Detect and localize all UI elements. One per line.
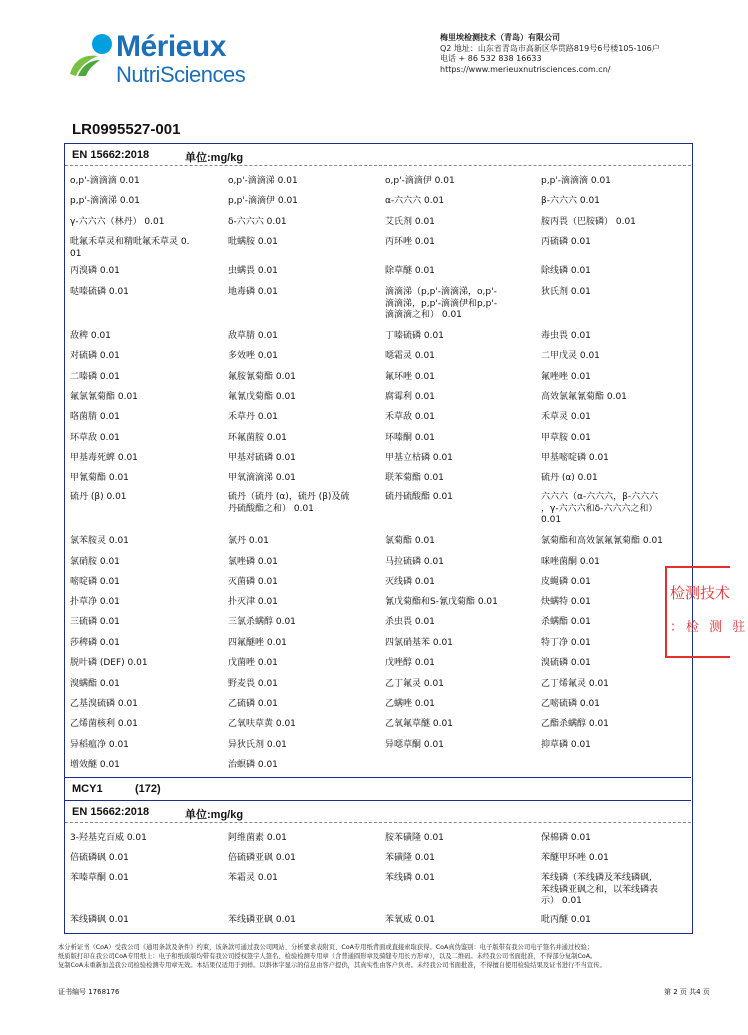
section2-method: EN 15662:2018 [72,806,150,818]
section1-method: EN 15662:2018 [72,149,150,161]
table-cell: 杀虫畏 0.01 [385,617,435,627]
table-cell: 苯线磷（苯线磷及苯线磷砜, 苯线磷亚砜之和，以苯线磷表 示） 0.01 [541,873,659,906]
table-cell: 氟唑唑 0.01 [541,372,591,382]
certificate-number: 证书编号 1768176 [58,988,120,996]
table-cell: 环氟菌胺 0.01 [228,433,287,443]
company-info [440,33,660,75]
table-cell: 三硫磷 0.01 [70,617,120,627]
table-cell: 扑灭津 0.01 [228,597,278,607]
table-cell: p,p'-滴滴涕 0.01 [70,196,140,206]
table-cell: 苯霜灵 0.01 [228,873,278,883]
table-cell: 环草敌 0.01 [70,433,120,443]
table-cell: 苯磺隆 0.01 [385,853,435,863]
table-cell: 四氯硝基苯 0.01 [385,638,453,648]
table-cell: 杀螨酯 0.01 [541,617,591,627]
company-name: 梅里埃检测技术（青岛）有限公司 [440,33,560,42]
table-cell: 敌稗 0.01 [70,331,111,341]
table-cell: 甲基嘧啶磷 0.01 [541,453,609,463]
table-cell: 硫丹硫酸酯 0.01 [385,492,453,502]
table-cell: 异狄氏剂 0.01 [228,740,287,750]
table-cell: 倍硫磷砜 0.01 [70,853,129,863]
table-cell: 二甲戊灵 0.01 [541,351,600,361]
table-cell: 四氟醚唑 0.01 [228,638,287,648]
table-cell: 哒嗪硫磷 0.01 [70,287,129,297]
table-cell: 氯菊酯 0.01 [385,536,435,546]
table-cell: 炔螨特 0.01 [541,597,591,607]
table-cell: 乙丁烯氟灵 0.01 [541,679,609,689]
table-cell: 氯菊酯和高效氯氟氰菊酯 0.01 [541,536,663,546]
footer-line: 纸质版打印在我公司CoA专用纸上：电子和纸质版均带有我公司授权签字人签名、检验检测专用章（含普通圆形章及骑缝专用长方形章），以及二维码。未经我公司书面批准，不得部分复制CoA。 [58,953,597,960]
table-cell: 硫丹 (α) 0.01 [541,473,598,483]
table-cell: 乙嘧硫磷 0.01 [541,699,600,709]
table-cell: 毒虫畏 0.01 [541,331,591,341]
table-cell: 除草醚 0.01 [385,266,435,276]
table-cell: 联苯菊酯 0.01 [385,473,444,483]
table-cell: 特丁净 0.01 [541,638,591,648]
table-cell: 甲基立枯磷 0.01 [385,453,453,463]
section2-header [65,803,691,823]
table-cell: 异噁草酮 0.01 [385,740,444,750]
table-cell: 氯硝胺 0.01 [70,557,120,567]
table-cell: 氟环唑 0.01 [385,372,435,382]
section1-unit: 单位:mg/kg [185,152,244,164]
table-cell: 治螟磷 0.01 [228,760,278,770]
table-cell: 嘧啶磷 0.01 [70,577,120,587]
footer-disclaimer [58,943,698,970]
table-cell: 野麦畏 0.01 [228,679,278,689]
table-cell: 戊唑醇 0.01 [385,658,435,668]
table-cell: 脱叶磷 (DEF) 0.01 [70,658,148,668]
results-table [64,143,693,934]
table-cell: 二嗪磷 0.01 [70,372,120,382]
section-divider [65,800,691,801]
table-cell: 除线磷 0.01 [541,266,591,276]
table-cell: 丙溴磷 0.01 [70,266,120,276]
table-cell: 氯丹 0.01 [228,536,269,546]
table-cell: 氯唑磷 0.01 [228,557,278,567]
table-cell: 溴硫磷 0.01 [541,658,591,668]
table-cell: 甲氰菊酯 0.01 [70,473,129,483]
table-cell: 苯线磷 0.01 [385,873,435,883]
table-cell: 吡丙醚 0.01 [541,915,591,925]
table-cell: 艾氏剂 0.01 [385,217,435,227]
table-cell: 吡螨胺 0.01 [228,237,278,247]
table-cell: δ-六六六 0.01 [228,217,287,227]
table-cell: 乙硫磷 0.01 [228,699,278,709]
company-phone: 电话 + 86 532 838 16633 [440,54,542,63]
logo-mark-icon [64,30,112,78]
table-cell: 禾草敌 0.01 [385,412,435,422]
inspection-stamp [665,566,748,658]
table-cell: 灭线磷 0.01 [385,577,435,587]
table-cell: 溴螨酯 0.01 [70,679,120,689]
table-cell: 保棉磷 0.01 [541,833,591,843]
table-cell: 皮蝇磷 0.01 [541,577,591,587]
mcy-header [65,780,691,800]
table-cell: 禾草灵 0.01 [541,412,591,422]
table-cell: 乙基溴硫磷 0.01 [70,699,138,709]
section-divider [65,777,691,778]
table-cell: 滴滴涕（p,p'-滴滴涕，o,p'- 滴滴涕，p,p'-滴滴伊和p,p'- 滴滴滴之和） 0.01 [385,287,498,320]
table-cell: 异稻瘟净 0.01 [70,740,129,750]
page-number: 第 2 页 共4 页 [664,988,710,996]
table-cell: β-六六六 0.01 [541,196,600,206]
table-cell: 咪唑菌酮 0.01 [541,557,600,567]
table-cell: 咯菌腈 0.01 [70,412,120,422]
table-cell: 氟氰戊菊酯 0.01 [228,392,296,402]
table-cell: 硫丹 (β) 0.01 [70,492,127,502]
table-cell: 环嗪酮 0.01 [385,433,435,443]
table-cell: 虫螨畏 0.01 [228,266,278,276]
table-cell: 戊菌唑 0.01 [228,658,278,668]
table-cell: γ-六六六（林丹） 0.01 [70,217,165,227]
table-cell: 氯苯胺灵 0.01 [70,536,129,546]
logo-sub-text: NutriSciences [116,62,246,87]
table-cell: 3-羟基克百威 0.01 [70,833,147,843]
table-cell: o,p'-滴滴滴 0.01 [70,176,140,186]
table-cell: 苯醚甲环唑 0.01 [541,853,609,863]
table-cell: 倍硫磷亚砜 0.01 [228,853,296,863]
table-cell: 阿维菌素 0.01 [228,833,287,843]
table-cell: p,p'-滴滴滴 0.01 [541,176,611,186]
table-cell: 甲基毒死蜱 0.01 [70,453,138,463]
table-cell: 对硫磷 0.01 [70,351,120,361]
table-cell: 乙酯杀螨醇 0.01 [541,719,609,729]
logo-brand-text: Mérieux [116,30,226,63]
table-cell: 胺苯磺隆 0.01 [385,833,444,843]
table-cell: 噁霜灵 0.01 [385,351,435,361]
table-cell: 苯线磷亚砜 0.01 [228,915,296,925]
table-cell: p,p'-滴滴伊 0.01 [228,196,298,206]
table-cell: 狄氏剂 0.01 [541,287,591,297]
company-address: Q2 地址：山东省青岛市高新区华贯路819号6号楼105-106户 [440,43,660,53]
table-cell: o,p'-滴滴伊 0.01 [385,176,455,186]
table-cell: 甲草胺 0.01 [541,433,591,443]
table-cell: 甲基对硫磷 0.01 [228,453,296,463]
table-cell: 硫丹（硫丹 (α)，硫丹 (β)及硫 丹硫酸酯之和） 0.01 [228,492,350,514]
table-cell: 马拉硫磷 0.01 [385,557,444,567]
table-cell: 多效唑 0.01 [228,351,278,361]
table-cell: 三氯杀螨醇 0.01 [228,617,296,627]
table-cell: o,p'-滴滴涕 0.01 [228,176,298,186]
section1-header [65,146,691,166]
footer-line: 本分析证书（CoA）受我公司《通用条款及条件》约束，该条款可通过我公司网站、分析要求表附页、CoA专用纸背面或直接索取获得。CoA真伪鉴别：电子版带有我公司电子签名并通过校验； [58,944,594,951]
table-cell: 丁嗪硫磷 0.01 [385,331,444,341]
table-cell: 高效氯氟氰菊酯 0.01 [541,392,627,402]
table-cell: 增效醚 0.01 [70,760,120,770]
table-cell: 乙氧氟草醚 0.01 [385,719,453,729]
table-cell: 苯氧威 0.01 [385,915,435,925]
table-cell: 乙丁氟灵 0.01 [385,679,444,689]
mcy-code: MCY1 [72,783,103,795]
stamp-line1: 检测技术 [670,584,731,602]
table-cell: 吡氟禾草灵和精吡氟禾草灵 0. 01 [70,237,190,259]
table-cell: 丙环唑 0.01 [385,237,435,247]
table-cell: 氟氯氰菊酯 0.01 [70,392,138,402]
table-cell: 苯嗪草酮 0.01 [70,873,129,883]
table-cell: 乙螨唑 0.01 [385,699,435,709]
table-cell: 乙烯菌核利 0.01 [70,719,138,729]
section2-unit: 单位:mg/kg [185,809,244,821]
table-cell: 乙氧呋草黄 0.01 [228,719,296,729]
table-cell: 氰戊菊酯和S-氰戊菊酯 0.01 [385,597,498,607]
company-logo [64,30,254,90]
table-cell: 抑草磷 0.01 [541,740,591,750]
report-id: LR0995527-001 [72,121,181,138]
table-cell: 丙硫磷 0.01 [541,237,591,247]
table-cell: 腐霉利 0.01 [385,392,435,402]
table-cell: 胺丙畏（巴胺磷） 0.01 [541,217,636,227]
table-cell: 莎稗磷 0.01 [70,638,120,648]
table-cell: 氟胺氰菊酯 0.01 [228,372,296,382]
table-cell: 灭菌磷 0.01 [228,577,278,587]
table-cell: 敌草腈 0.01 [228,331,278,341]
table-cell: 扑草净 0.01 [70,597,120,607]
table-cell: 六六六（α-六六六，β-六六六 ，γ-六六六和δ-六六六之和） 0.01 [541,492,659,525]
company-url[interactable]: https://www.merieuxnutrisciences.com.cn/ [440,64,611,74]
table-cell: 甲氧滴滴涕 0.01 [228,473,296,483]
table-cell: 禾草丹 0.01 [228,412,278,422]
table-cell: 地毒磷 0.01 [228,287,278,297]
table-cell: 苯线磷砜 0.01 [70,915,129,925]
footer-line: 复制CoA未重新加盖我公司检验检测专用章无效。本结果仅适用于到样。以斜体字显示的信息由客户提供，其真实性由客户负责。未经我公司书面批准，不得擅自使用检验结果及证书进行不当宣传。 [58,962,606,969]
mcy-count: (172) [135,783,161,795]
table-cell: α-六六六 0.01 [385,196,445,206]
stamp-line2: ：检 测 驻 [670,620,748,635]
